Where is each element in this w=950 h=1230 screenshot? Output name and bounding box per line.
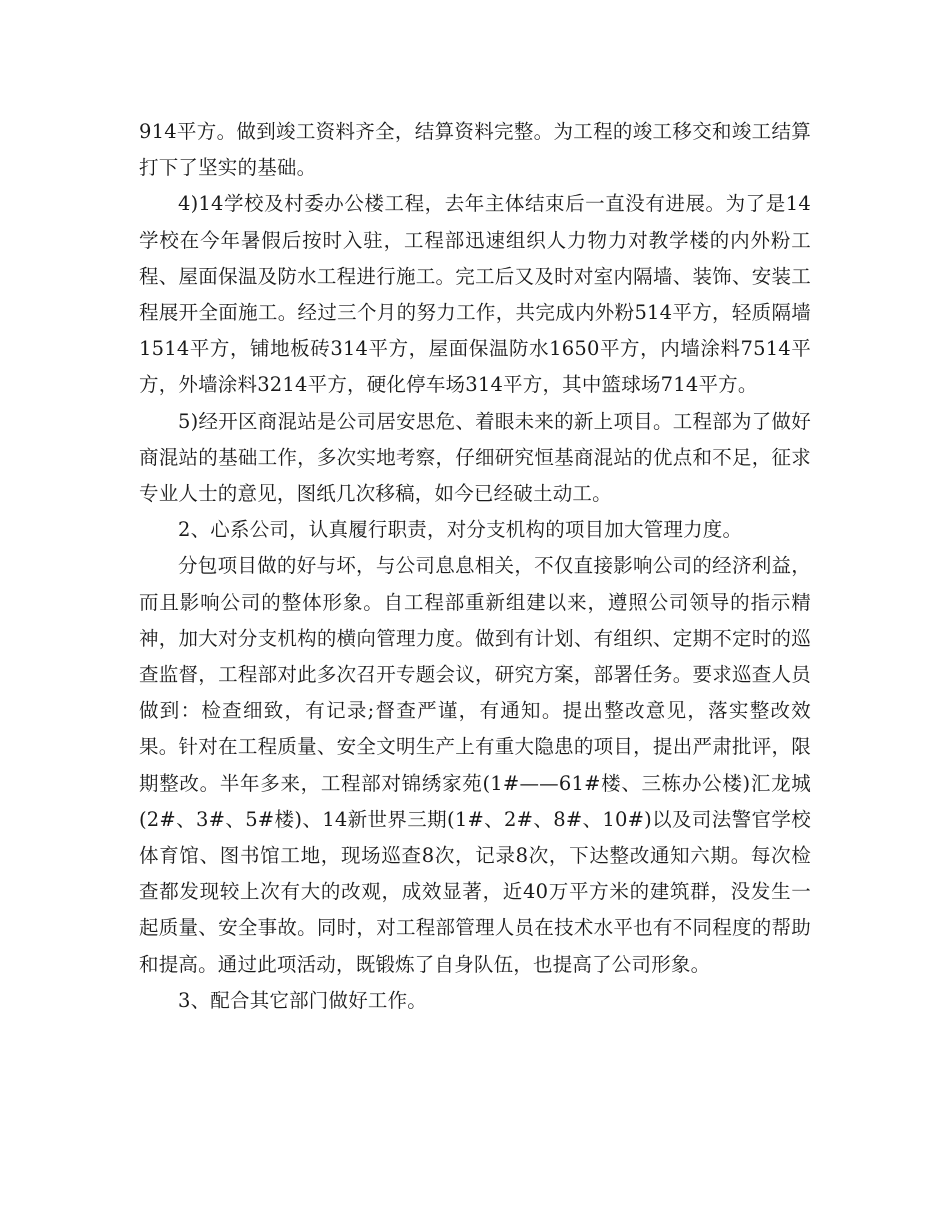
paragraph-4: 分包项目做的好与坏，与公司息息相关，不仅直接影响公司的经济利益，而且影响公司的整体形象。自工程部重新组建以来，遵照公司领导的指示精神，加大对分支机构的横向管理力度。做到有计划、有组织、定期不定时的巡查监督，工程部对此多次召开专题会议，研究方案，部署任务。要求巡查人员做到：检查细致，有记录;督查严谨，有通知。提出整改意见，落实整改效果。针对在工程质量、安全文明生产上有重大隐患的项目，提出严肃批评，限期整改。半年多来，工程部对锦绣家苑(1#——61#楼、三栋办公楼)汇龙城(2#、3#、5#楼)、14新世界三期(1#、2#、8#、10#)以及司法警官学校体育馆、图书馆工地，现场巡查8次，记录8次，下达整改通知六期。每次检查都发现较上次有大的改观，成效显著，近40万平方米的建筑群，没发生一起质量、安全事故。同时，对工程部管理人员在技术水平也有不同程度的帮助和提高。通过此项活动，既锻炼了自身队伍，也提高了公司形象。 — [139, 554, 811, 976]
section-heading-2: 2、心系公司，认真履行职责，对分支机构的项目加大管理力度。 — [178, 518, 743, 542]
paragraph-2: 4)14学校及村委办公楼工程，去年主体结束后一直没有进展。为了是14学校在今年暑假后按时入驻，工程部迅速组织人力物力对教学楼的内外粉工程、屋面保温及防水工程进行施工。完工后又及时对室内隔墙、装饰、安装工程展开全面施工。经过三个月的努力工作，共完成内外粉514平方，轻质隔墙1514平方，铺地板砖314平方，屋面保温防水1650平方，内墙涂料7514平方，外墙涂料3214平方，硬化停车场314平方，其中篮球场714平方。 — [139, 192, 811, 397]
section-heading-3: 3、配合其它部门做好工作。 — [178, 988, 428, 1012]
paragraph-3: 5)经开区商混站是公司居安思危、着眼未来的新上项目。工程部为了做好商混站的基础工作，多次实地考察，仔细研究恒基商混站的优点和不足，征求专业人士的意见，图纸几次移稿，如今已经破土动工。 — [139, 409, 811, 506]
document-body — [139, 114, 811, 1019]
paragraph-1: 914平方。做到竣工资料齐全，结算资料完整。为工程的竣工移交和竣工结算打下了坚实的基础。 — [139, 120, 811, 180]
